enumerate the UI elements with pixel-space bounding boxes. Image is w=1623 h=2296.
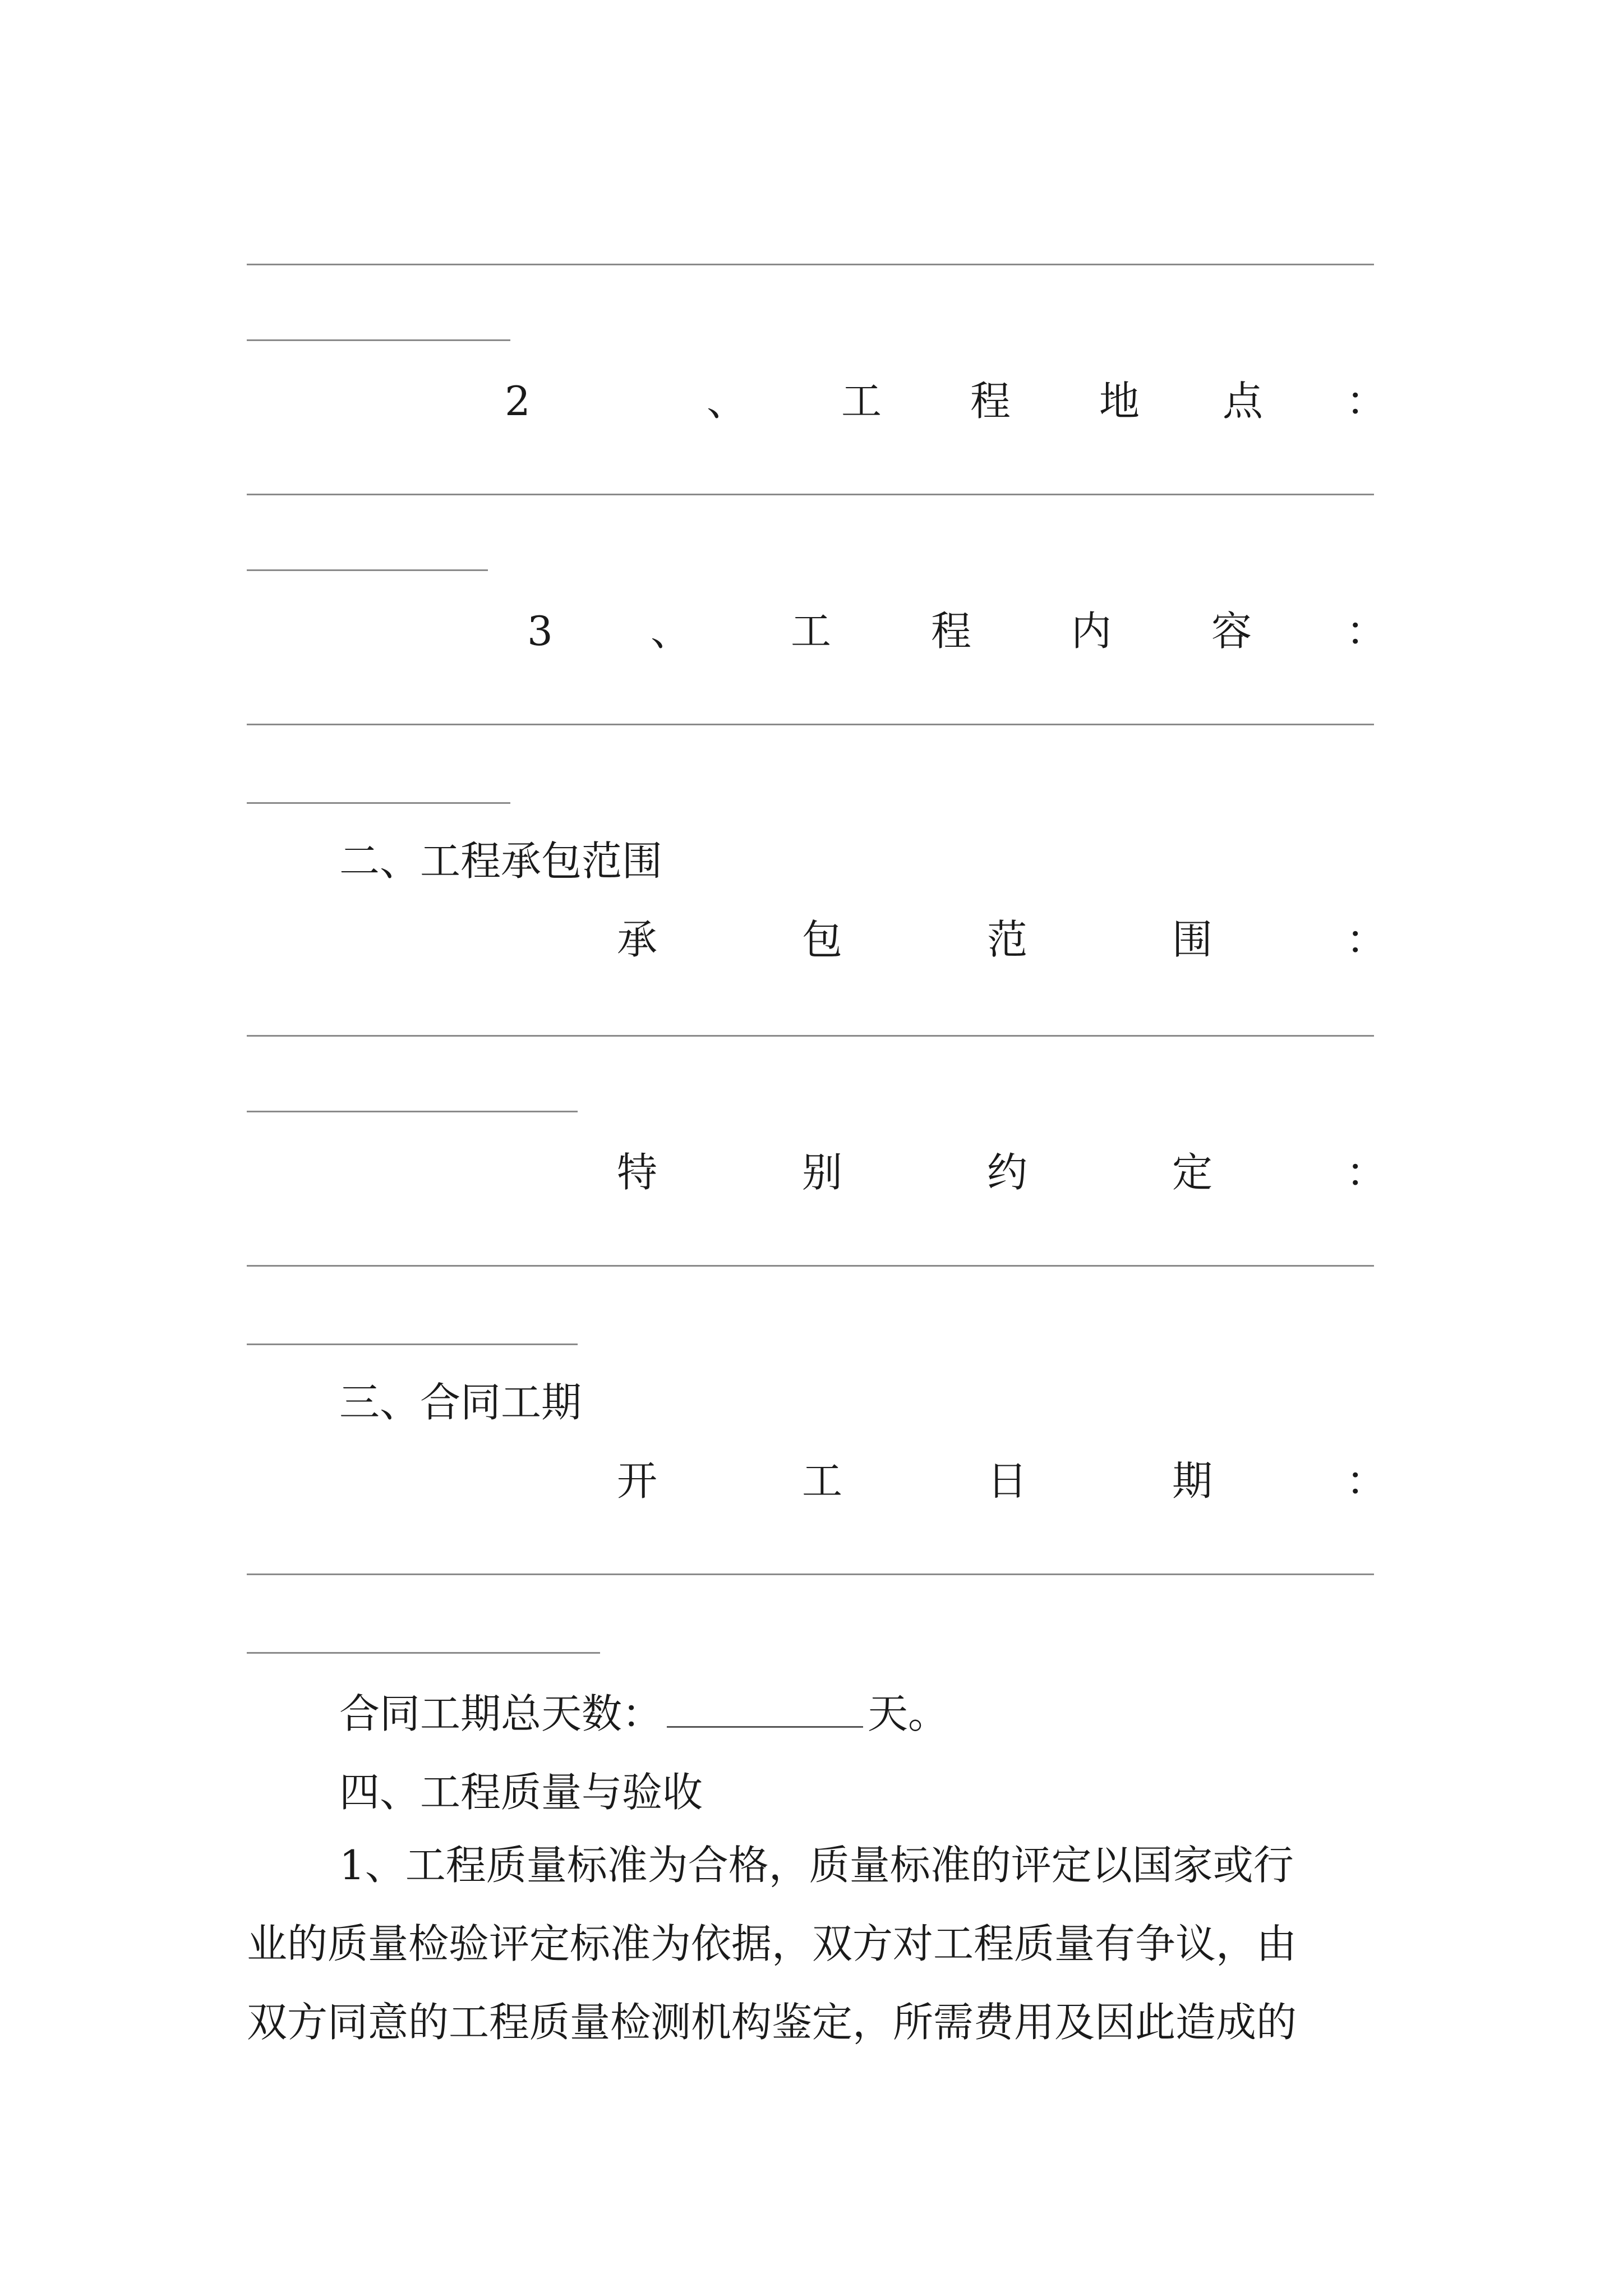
field-char: 特: [617, 1149, 658, 1196]
total-days-prefix: 合同工期总天数：: [339, 1690, 663, 1737]
field-char: 围: [1172, 916, 1213, 963]
blank-line-short: [247, 569, 488, 571]
blank-line-short: [247, 1652, 600, 1654]
field-char: 别: [802, 1149, 843, 1196]
field-project-location: [247, 370, 1387, 432]
paragraph-line: 1、工程质量标准为合格，质量标准的评定以国家或行: [339, 1842, 1294, 1889]
field-char: 范: [987, 916, 1028, 963]
total-days-blank: [667, 1692, 863, 1728]
item-number: 3: [527, 608, 553, 655]
total-days-line: [339, 1683, 948, 1745]
blank-line: [247, 264, 1374, 265]
field-char: 程: [970, 378, 1011, 425]
section-heading: 二、工程承包范围: [339, 838, 663, 885]
field-start-date: [247, 1450, 1387, 1512]
field-colon: ：: [1346, 1149, 1387, 1196]
field-char: 定: [1172, 1149, 1213, 1196]
field-char: 工: [802, 1457, 843, 1504]
blank-line: [247, 1573, 1374, 1575]
field-char: 约: [987, 1149, 1028, 1196]
field-colon: ：: [1346, 378, 1387, 425]
clause-paragraph: [247, 1826, 1391, 2062]
field-char: 期: [1172, 1457, 1213, 1504]
field-char: 包: [802, 916, 843, 963]
field-contract-scope: [247, 909, 1387, 970]
field-colon: ：: [1346, 916, 1387, 963]
field-colon: ：: [1346, 1457, 1387, 1504]
blank-line: [247, 494, 1374, 495]
section-heading: 四、工程质量与验收: [339, 1769, 703, 1816]
field-char: 点: [1223, 378, 1264, 425]
field-char: 日: [987, 1457, 1028, 1504]
paragraph-line: 业的质量检验评定标准为依据，双方对工程质量有争议，由: [247, 1920, 1297, 1967]
field-colon: ：: [1346, 608, 1387, 655]
field-char: 程: [931, 608, 972, 655]
item-number: 2: [505, 378, 531, 425]
blank-line: [247, 1035, 1374, 1037]
item-separator: 、: [707, 378, 748, 425]
blank-line-short: [247, 1111, 578, 1112]
blank-line-short: [247, 1343, 578, 1345]
field-char: 内: [1071, 608, 1112, 655]
field-project-content: [247, 600, 1387, 662]
total-days-suffix: 天。: [868, 1690, 949, 1737]
blank-line: [247, 724, 1374, 725]
field-char: 容: [1211, 608, 1252, 655]
paragraph-line: 双方同意的工程质量检测机构鉴定，所需费用及因此造成的: [247, 1999, 1297, 2046]
blank-line: [247, 1265, 1374, 1267]
section-heading: 三、合同工期: [339, 1379, 582, 1426]
field-char: 地: [1099, 378, 1140, 425]
item-separator: 、: [651, 608, 691, 655]
field-char: 开: [617, 1457, 658, 1504]
blank-line-short: [247, 802, 510, 804]
blank-line-short: [247, 339, 510, 341]
field-special-agreement: [247, 1142, 1387, 1203]
field-char: 工: [841, 378, 882, 425]
field-char: 工: [791, 608, 832, 655]
field-char: 承: [617, 916, 658, 963]
